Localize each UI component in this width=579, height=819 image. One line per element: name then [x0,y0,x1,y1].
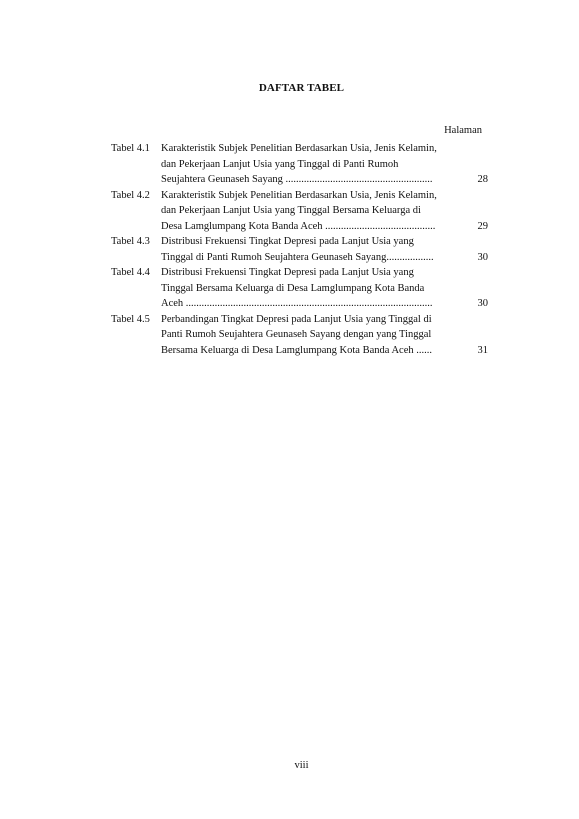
table-entry-line: Perbandingan Tingkat Depresi pada Lanjut Usia yang Tinggal di [161,313,432,325]
table-entry-last-line [161,172,488,188]
table-entry-last-line [161,250,488,266]
table-entry-body [161,234,488,265]
table-entry-lines [161,141,488,172]
table-entry-last-line [161,343,488,359]
table-entry-lines [161,188,488,219]
table-entry-page-number: 30 [477,251,488,263]
table-entry-line: Tinggal Bersama Keluarga di Desa Lamglumpang Kota Banda [161,282,425,294]
table-entry-lines [161,234,488,250]
table-entry-label: Tabel 4.4 [111,267,150,278]
table-entry-lines [161,312,488,343]
table-entry-label: Tabel 4.3 [111,236,150,247]
table-entry-page-number: 31 [477,344,488,356]
table-entry-leader-text: Tinggal di Panti Rumoh Seujahtera Geunaseh Sayang.................. [161,251,434,263]
page-column-header: Halaman [444,125,482,136]
table-entry-lines [161,265,488,296]
table-entry-label: Tabel 4.2 [111,189,150,201]
table-entry-leader-text: Bersama Keluarga di Desa Lamglumpang Kota Banda Aceh ...... [161,344,432,356]
table-entry-leader-text: Aceh .............................................................................................. [161,298,433,309]
table-entry-line: Karakteristik Subjek Penelitian Berdasarkan Usia, Jenis Kelamin, [161,189,437,201]
table-entry-line: Panti Rumoh Seujahtera Geunaseh Sayang dengan yang Tinggal [161,329,432,340]
table-list-entry [111,265,488,312]
table-entry-leader-text: Desa Lamglumpang Kota Banda Aceh .......................................... [161,220,436,232]
table-list-entry [111,188,488,235]
table-entry-body [161,265,488,312]
table-list-entry [111,234,488,265]
table-entry-leader-text: Seujahtera Geunaseh Sayang ........................................................ [161,174,433,185]
table-entry-label: Tabel 4.1 [111,143,150,154]
table-entry-last-line [161,296,488,312]
table-entry-page-number: 30 [477,298,488,309]
table-entry-line: dan Pekerjaan Lanjut Usia yang Tinggal di Panti Rumoh [161,158,399,170]
table-entry-line: Karakteristik Subjek Penelitian Berdasarkan Usia, Jenis Kelamin, [161,143,437,154]
table-entry-page-number: 28 [477,174,488,185]
page-number: viii [294,760,309,771]
table-entry-line: Distribusi Frekuensi Tingkat Depresi pada Lanjut Usia yang [161,236,414,247]
table-list [111,141,488,358]
table-entry-line: dan Pekerjaan Lanjut Usia yang Tinggal Bersama Keluarga di [161,205,421,216]
table-entry-body [161,312,488,359]
table-list-entry [111,312,488,359]
table-entry-body [161,141,488,188]
table-entry-body [161,188,488,235]
table-list-entry [111,141,488,188]
table-entry-line: Distribusi Frekuensi Tingkat Depresi pada Lanjut Usia yang [161,267,414,278]
table-entry-label: Tabel 4.5 [111,313,150,325]
table-entry-page-number: 29 [477,220,488,232]
table-entry-last-line [161,219,488,235]
page-title: DAFTAR TABEL [258,82,345,94]
